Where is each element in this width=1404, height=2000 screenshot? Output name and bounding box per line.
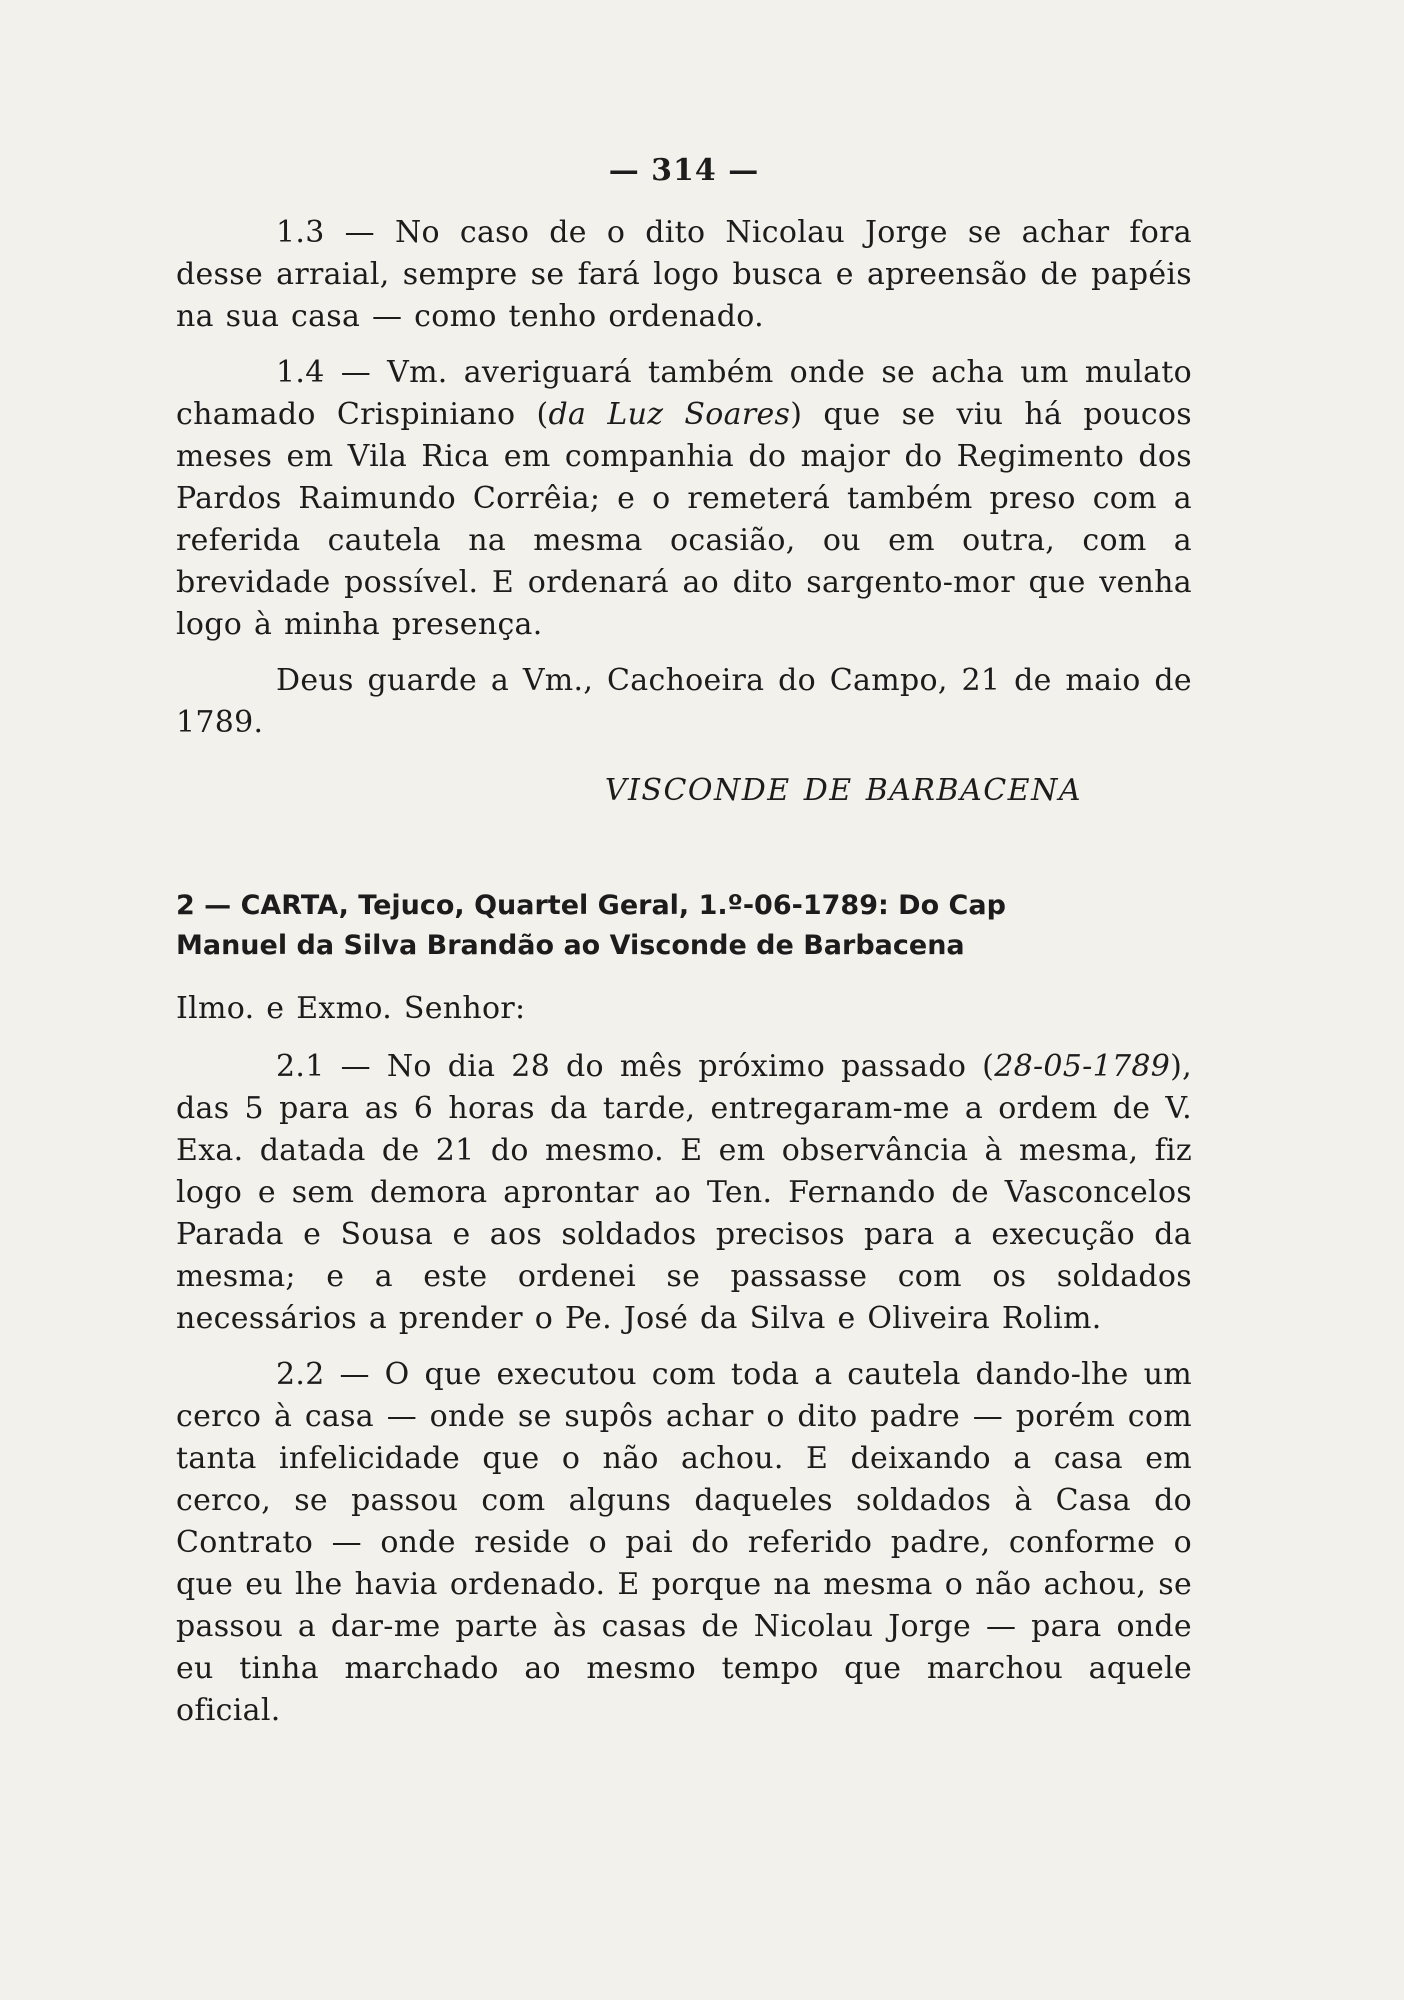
page-number: — 314 — [608, 153, 760, 188]
document-heading-line-1: 2 — CARTA, Tejuco, Quartel Geral, 1.º-06-1789: Do Cap [176, 890, 1006, 921]
paragraph-2-1 [176, 1046, 1192, 1340]
greeting: Ilmo. e Exmo. Senhor: [176, 991, 526, 1026]
paragraph-1-4 [176, 352, 1192, 646]
paragraph-2-1-text-a: 2.1 — No dia 28 do mês próximo passado ( [276, 1049, 995, 1084]
document-heading [176, 886, 1192, 966]
paragraph-1-4-text-b: ) que se viu há poucos meses em Vila Rica em companhia do major do Regimento dos Pardos Raimundo Corrêia; e o remeterá também preso com a referida cautela na mesma ocasião, ou em outra, com a brevidade possível. E ordenará ao dito sargento-mor que venha logo à minha presença. [176, 397, 1192, 642]
paragraph-1-4-italic-name: da Luz Soares [548, 397, 791, 432]
paragraph-2-2: 2.2 — O que executou com toda a cautela dando-lhe um cerco à casa — onde se supôs achar o dito padre — porém com tanta infelicidade que o não achou. E deixando a casa em cerco, se passou com alguns daqueles soldados à Casa do Contrato — onde reside o pai do referido padre, conforme o que eu lhe havia ordenado. E porque na mesma o não achou, se passou a dar-me parte às casas de Nicolau Jorge — para onde eu tinha marchado ao mesmo tempo que marchou aquele oficial. [176, 1357, 1192, 1728]
signature: VISCONDE DE BARBACENA [604, 773, 1082, 808]
document-heading-line-2: Manuel da Silva Brandão ao Visconde de Barbacena [176, 930, 965, 961]
document-page [176, 150, 1192, 1746]
paragraph-1-4-text-a: 1.4 — Vm. averiguará também onde se acha um mulato chamado Crispiniano ( [176, 355, 1192, 432]
paragraph-2-1-text-b: ), das 5 para as 6 horas da tarde, entregaram-me a ordem de V. Exa. datada de 21 do mesmo. E em observância à mesma, fiz logo e sem demora aprontar ao Ten. Fernando de Vasconcelos Parada e Sousa e aos soldados precisos para a execução da mesma; e a este ordenei se passasse com os soldados necessários a prender o Pe. José da Silva e Oliveira Rolim. [176, 1049, 1192, 1336]
paragraph-1-3: 1.3 — No caso de o dito Nicolau Jorge se achar fora desse arraial, sempre se fará logo busca e apreensão de papéis na sua casa — como tenho ordenado. [176, 215, 1192, 334]
closing-paragraph: Deus guarde a Vm., Cachoeira do Campo, 21 de maio de 1789. [176, 663, 1192, 740]
paragraph-2-1-italic-date: 28-05-1789 [994, 1049, 1171, 1084]
